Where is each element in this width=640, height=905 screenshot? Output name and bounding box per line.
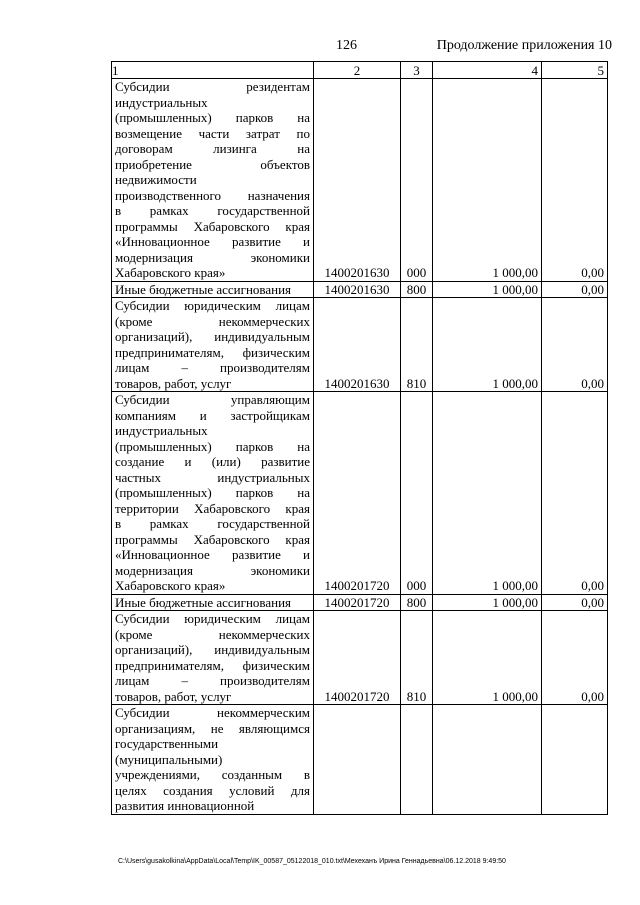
description-line: возмещение части затрат по <box>115 125 310 141</box>
row-description <box>112 281 314 298</box>
row-description <box>112 594 314 611</box>
row-amount: 1 000,00 <box>433 611 542 705</box>
description-line: организациям, не являющимся <box>115 720 310 736</box>
description-line: частных индустриальных <box>115 469 310 485</box>
row-amount: 1 000,00 <box>433 281 542 298</box>
row-description <box>112 392 314 595</box>
description-line: (промышленных) парков на <box>115 485 310 500</box>
column-header-1: 1 <box>112 62 314 79</box>
description-line: приобретение объектов <box>115 156 310 172</box>
footer-path: C:\Users\gusakolkina\AppData\Local\Temp\IK_00587_05122018_010.txt\Мехеханъ Ирина Геннадьевна\06.12.2018 9:49:50 <box>118 858 506 865</box>
row-code: 1400201720 <box>314 392 401 595</box>
description-line: в рамках государственной <box>115 203 310 218</box>
page-number: 126 <box>336 38 357 53</box>
row-amount: 1 000,00 <box>433 392 542 595</box>
table-row <box>112 281 608 298</box>
row-amount2: 0,00 <box>542 79 608 282</box>
row-amount2: 0,00 <box>542 594 608 611</box>
description-line: индустриальных <box>115 423 208 438</box>
row-description <box>112 79 314 282</box>
row-amount2 <box>542 705 608 815</box>
row-code: 1400201630 <box>314 79 401 282</box>
table-row <box>112 611 608 705</box>
row-code: 1400201630 <box>314 298 401 392</box>
description-line: Хабаровского края» <box>115 578 226 593</box>
row-amount: 1 000,00 <box>433 79 542 282</box>
table-row <box>112 705 608 815</box>
column-header-4: 4 <box>433 62 542 79</box>
description-line: территории Хабаровского края <box>115 500 310 516</box>
description-line: программы Хабаровского края <box>115 531 310 547</box>
description-line: (муниципальными) <box>115 751 223 767</box>
budget-table <box>111 61 608 815</box>
description-line: (кроме некоммерческих <box>115 313 310 329</box>
description-line: Хабаровского края» <box>115 265 226 280</box>
description-line: «Инновационное развитие и <box>115 234 310 249</box>
description-line: товаров, работ, услуг <box>115 688 232 704</box>
column-header-3: 3 <box>401 62 433 79</box>
description-line: договорам лизинга на <box>115 141 310 156</box>
row-description <box>112 705 314 815</box>
description-line: учреждениями, созданным в <box>115 767 310 782</box>
description-line: создание и (или) развитие <box>115 454 310 469</box>
row-amount2: 0,00 <box>542 298 608 392</box>
row-code: 1400201720 <box>314 594 401 611</box>
row-amount: 1 000,00 <box>433 594 542 611</box>
table-row <box>112 298 608 392</box>
row-type: 810 <box>401 611 433 705</box>
description-line: товаров, работ, услуг <box>115 375 232 391</box>
description-line: Субсидии резидентам <box>115 79 310 94</box>
row-code: 1400201630 <box>314 281 401 298</box>
description-line: лицам – производителям <box>115 360 310 375</box>
description-line: государственными <box>115 736 219 751</box>
row-type: 000 <box>401 392 433 595</box>
table-row <box>112 392 608 595</box>
description-line: индустриальных <box>115 94 208 110</box>
description-line: Иные бюджетные ассигнования <box>115 281 292 297</box>
description-line: предпринимателям, физическим <box>115 657 310 673</box>
description-line: недвижимости <box>115 172 197 187</box>
description-line: модернизация экономики <box>115 249 310 265</box>
table-row <box>112 79 608 282</box>
row-amount2: 0,00 <box>542 611 608 705</box>
description-line: компаниям и застройщикам <box>115 407 310 423</box>
description-line: производственного назначения <box>115 187 310 203</box>
table-body <box>112 79 608 815</box>
description-line: в рамках государственной <box>115 516 310 531</box>
row-description <box>112 611 314 705</box>
description-line: развития инновационной <box>115 798 255 813</box>
description-line: организаций), индивидуальным <box>115 642 310 657</box>
row-amount2: 0,00 <box>542 281 608 298</box>
description-line: целях создания условий для <box>115 782 310 798</box>
description-line: Субсидии управляющим <box>115 392 310 407</box>
row-amount <box>433 705 542 815</box>
row-amount: 1 000,00 <box>433 298 542 392</box>
description-line: Субсидии некоммерческим <box>115 705 310 720</box>
description-line: программы Хабаровского края <box>115 218 310 234</box>
table-header-row <box>112 62 608 79</box>
column-header-5: 5 <box>542 62 608 79</box>
row-type: 800 <box>401 594 433 611</box>
description-line: Субсидии юридическим лицам <box>115 611 310 626</box>
continuation-label: Продолжение приложения 10 <box>436 38 612 53</box>
row-type <box>401 705 433 815</box>
table-row <box>112 594 608 611</box>
description-line: организаций), индивидуальным <box>115 329 310 344</box>
description-line: предпринимателям, физическим <box>115 344 310 360</box>
column-header-2: 2 <box>314 62 401 79</box>
row-code <box>314 705 401 815</box>
row-type: 000 <box>401 79 433 282</box>
description-line: Иные бюджетные ассигнования <box>115 594 292 610</box>
row-type: 800 <box>401 281 433 298</box>
description-line: лицам – производителям <box>115 673 310 688</box>
description-line: модернизация экономики <box>115 562 310 578</box>
row-description <box>112 298 314 392</box>
row-type: 810 <box>401 298 433 392</box>
row-code: 1400201720 <box>314 611 401 705</box>
description-line: (промышленных) парков на <box>115 438 310 454</box>
description-line: (кроме некоммерческих <box>115 626 310 642</box>
description-line: Субсидии юридическим лицам <box>115 298 310 313</box>
description-line: «Инновационное развитие и <box>115 547 310 562</box>
row-amount2: 0,00 <box>542 392 608 595</box>
description-line: (промышленных) парков на <box>115 110 310 125</box>
